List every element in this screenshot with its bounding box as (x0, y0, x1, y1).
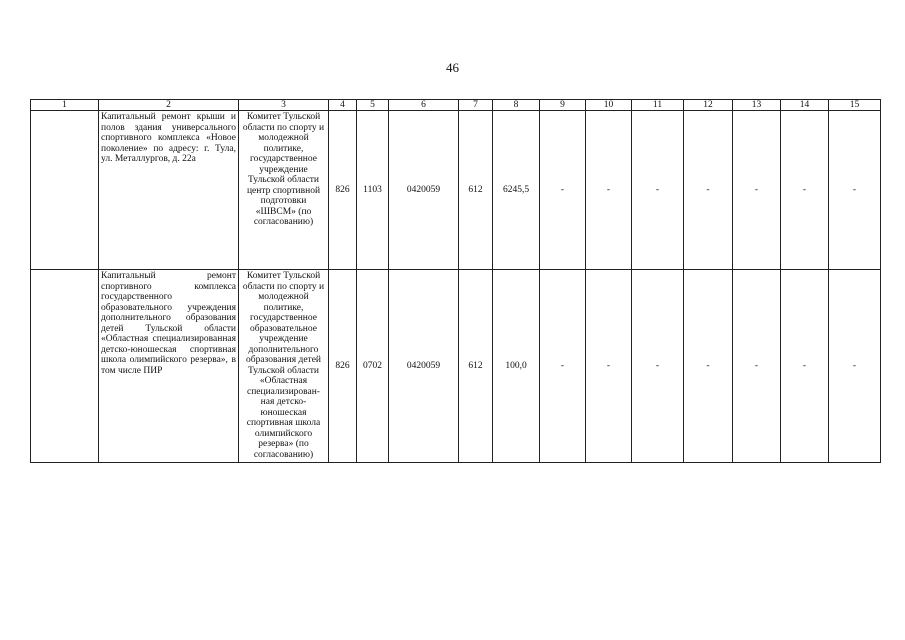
header-cell: 13 (733, 100, 781, 111)
row-number-cell (31, 111, 99, 270)
header-cell: 12 (684, 100, 733, 111)
header-cell: 10 (586, 100, 632, 111)
value-cell: - (586, 111, 632, 270)
header-cell: 15 (829, 100, 881, 111)
row-number-cell (31, 270, 99, 463)
page-number: 46 (446, 60, 459, 75)
measure-description: Капитальный ремонт спортивного комплекса государственного образовательного учреждения дополнительного образования детей Тульской области «Областная специализированная детско-юношеская спортивная школа олимпийского резерва», в том числе ПИР (99, 270, 239, 463)
code-cell: 612 (459, 270, 493, 463)
value-cell: - (829, 111, 881, 270)
value-cell: - (733, 111, 781, 270)
header-cell: 4 (329, 100, 357, 111)
value-cell: - (632, 270, 684, 463)
header-cell: 14 (781, 100, 829, 111)
code-cell: 826 (329, 270, 357, 463)
code-cell: 0420059 (389, 111, 459, 270)
value-cell: - (540, 111, 586, 270)
code-cell: 612 (459, 111, 493, 270)
header-cell: 11 (632, 100, 684, 111)
value-cell: - (540, 270, 586, 463)
value-cell: - (632, 111, 684, 270)
header-cell: 2 (99, 100, 239, 111)
value-cell: - (684, 111, 733, 270)
header-cell: 6 (389, 100, 459, 111)
value-cell: - (586, 270, 632, 463)
value-cell: - (829, 270, 881, 463)
header-row (31, 100, 881, 111)
table-row (31, 270, 881, 463)
table-row (31, 111, 881, 270)
measure-description: Капитальный ремонт крыши и полов здания универсального спортивного комплекса «Новое поколение» по адресу: г. Тула, ул. Металлургов, д. 22а (99, 111, 239, 270)
code-cell: 826 (329, 111, 357, 270)
header-cell: 1 (31, 100, 99, 111)
code-cell: 1103 (357, 111, 389, 270)
header-cell: 3 (239, 100, 329, 111)
header-cell: 8 (493, 100, 540, 111)
header-cell: 5 (357, 100, 389, 111)
amount-cell: 100,0 (493, 270, 540, 463)
value-cell: - (781, 111, 829, 270)
header-cell: 9 (540, 100, 586, 111)
header-cell: 7 (459, 100, 493, 111)
value-cell: - (781, 270, 829, 463)
executor-cell: Комитет Тульской области по спорту и молодежной политике, государственное учреждение Тульской области центр спортивной подготовки «ШВСМ» (по согласованию) (239, 111, 329, 270)
value-cell: - (733, 270, 781, 463)
value-cell: - (684, 270, 733, 463)
executor-cell: Комитет Тульской области по спорту и молодежной политике, государственное образовательное учреждение дополнительного образования детей Тульской области «Областная специализирован-ная детско-юношеская спортивная школа олимпийского резерва» (по согласованию) (239, 270, 329, 463)
code-cell: 0420059 (389, 270, 459, 463)
amount-cell: 6245,5 (493, 111, 540, 270)
budget-table (30, 99, 881, 463)
code-cell: 0702 (357, 270, 389, 463)
